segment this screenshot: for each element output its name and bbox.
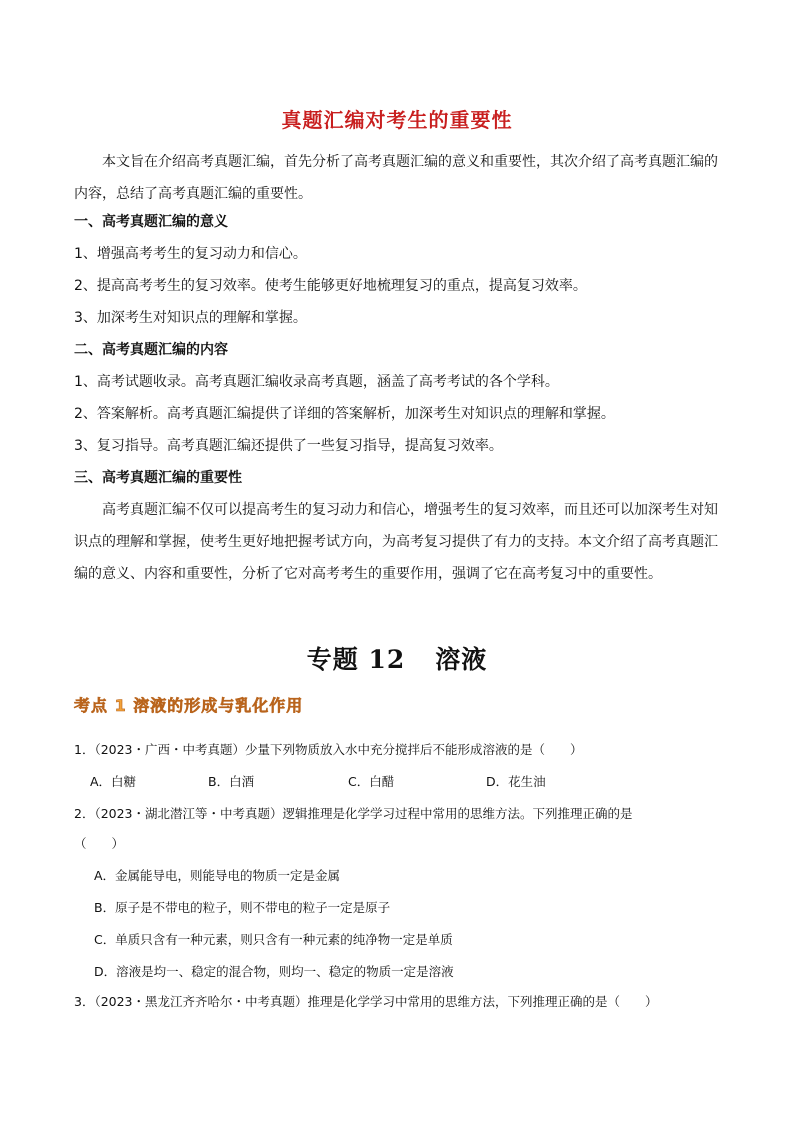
question-option: A．白糖 [90, 774, 137, 789]
section3-body: 高考真题汇编不仅可以提高考生的复习动力和信心，增强考生的复习效率，而且还可以加深考生对知识点的理解和掌握，使考生更好地把握考试方向，为高考复习提供了有力的支持。本文介绍了高考真题汇编的意义、内容和重要性，分析了它对高考考生的重要作用，强调了它在高考复习中的重要性。 [74, 502, 718, 582]
section1-heading: 一、高考真题汇编的意义 [74, 214, 228, 230]
question-option: C．单质只含有一种元素，则只含有一种元素的纯净物一定是单质 [94, 932, 453, 947]
topic-name: 溶液 [435, 645, 488, 674]
question-stem-continued: （ ） [74, 836, 125, 851]
section3-heading: 三、高考真题汇编的重要性 [74, 470, 242, 486]
section1-item: 3、加深考生对知识点的理解和掌握。 [74, 310, 307, 326]
section1-item: 2、提高高考考生的复习效率。使考生能够更好地梳理复习的重点，提高复习效率。 [74, 278, 587, 294]
question-option: A．金属能导电，则能导电的物质一定是金属 [94, 868, 341, 883]
question-stem: 3．（2023・黑龙江齐齐哈尔・中考真题）推理是化学学习中常用的思维方法，下列推理正确的是（ ） [74, 994, 658, 1009]
question-option: C．白醋 [348, 774, 395, 789]
topic-title [0, 640, 794, 676]
question-option: B．白酒 [208, 774, 255, 789]
question-stem: 2．（2023・湖北潜江等・中考真题）逻辑推理是化学学习过程中常用的思维方法。下列推理正确的是 [74, 806, 633, 821]
question-option: D．花生油 [486, 774, 546, 789]
topic-number: 专题 12 [306, 645, 406, 674]
intro-summary: 本文旨在介绍高考真题汇编，首先分析了高考真题汇编的意义和重要性，其次介绍了高考真题汇编的内容，总结了高考真题汇编的重要性。 [74, 154, 718, 202]
section2-item: 2、答案解析。高考真题汇编提供了详细的答案解析，加深考生对知识点的理解和掌握。 [74, 406, 615, 422]
intro-title: 真题汇编对考生的重要性 [281, 108, 513, 132]
section2-item: 1、高考试题收录。高考真题汇编收录高考真题，涵盖了高考考试的各个学科。 [74, 374, 559, 390]
section2-item: 3、复习指导。高考真题汇编还提供了一些复习指导，提高复习效率。 [74, 438, 503, 454]
question-option: B．原子是不带电的粒子，则不带电的粒子一定是原子 [94, 900, 391, 915]
section2-heading: 二、高考真题汇编的内容 [74, 342, 228, 358]
section1-item: 1、增强高考考生的复习动力和信心。 [74, 246, 307, 262]
section-banner: 考点 1 溶液的形成与乳化作用 [74, 696, 304, 715]
question-option: D．溶液是均一、稳定的混合物，则均一、稳定的物质一定是溶液 [94, 964, 454, 979]
question-stem: 1．（2023・广西・中考真题）少量下列物质放入水中充分搅拌后不能形成溶液的是（ ） [74, 742, 583, 757]
